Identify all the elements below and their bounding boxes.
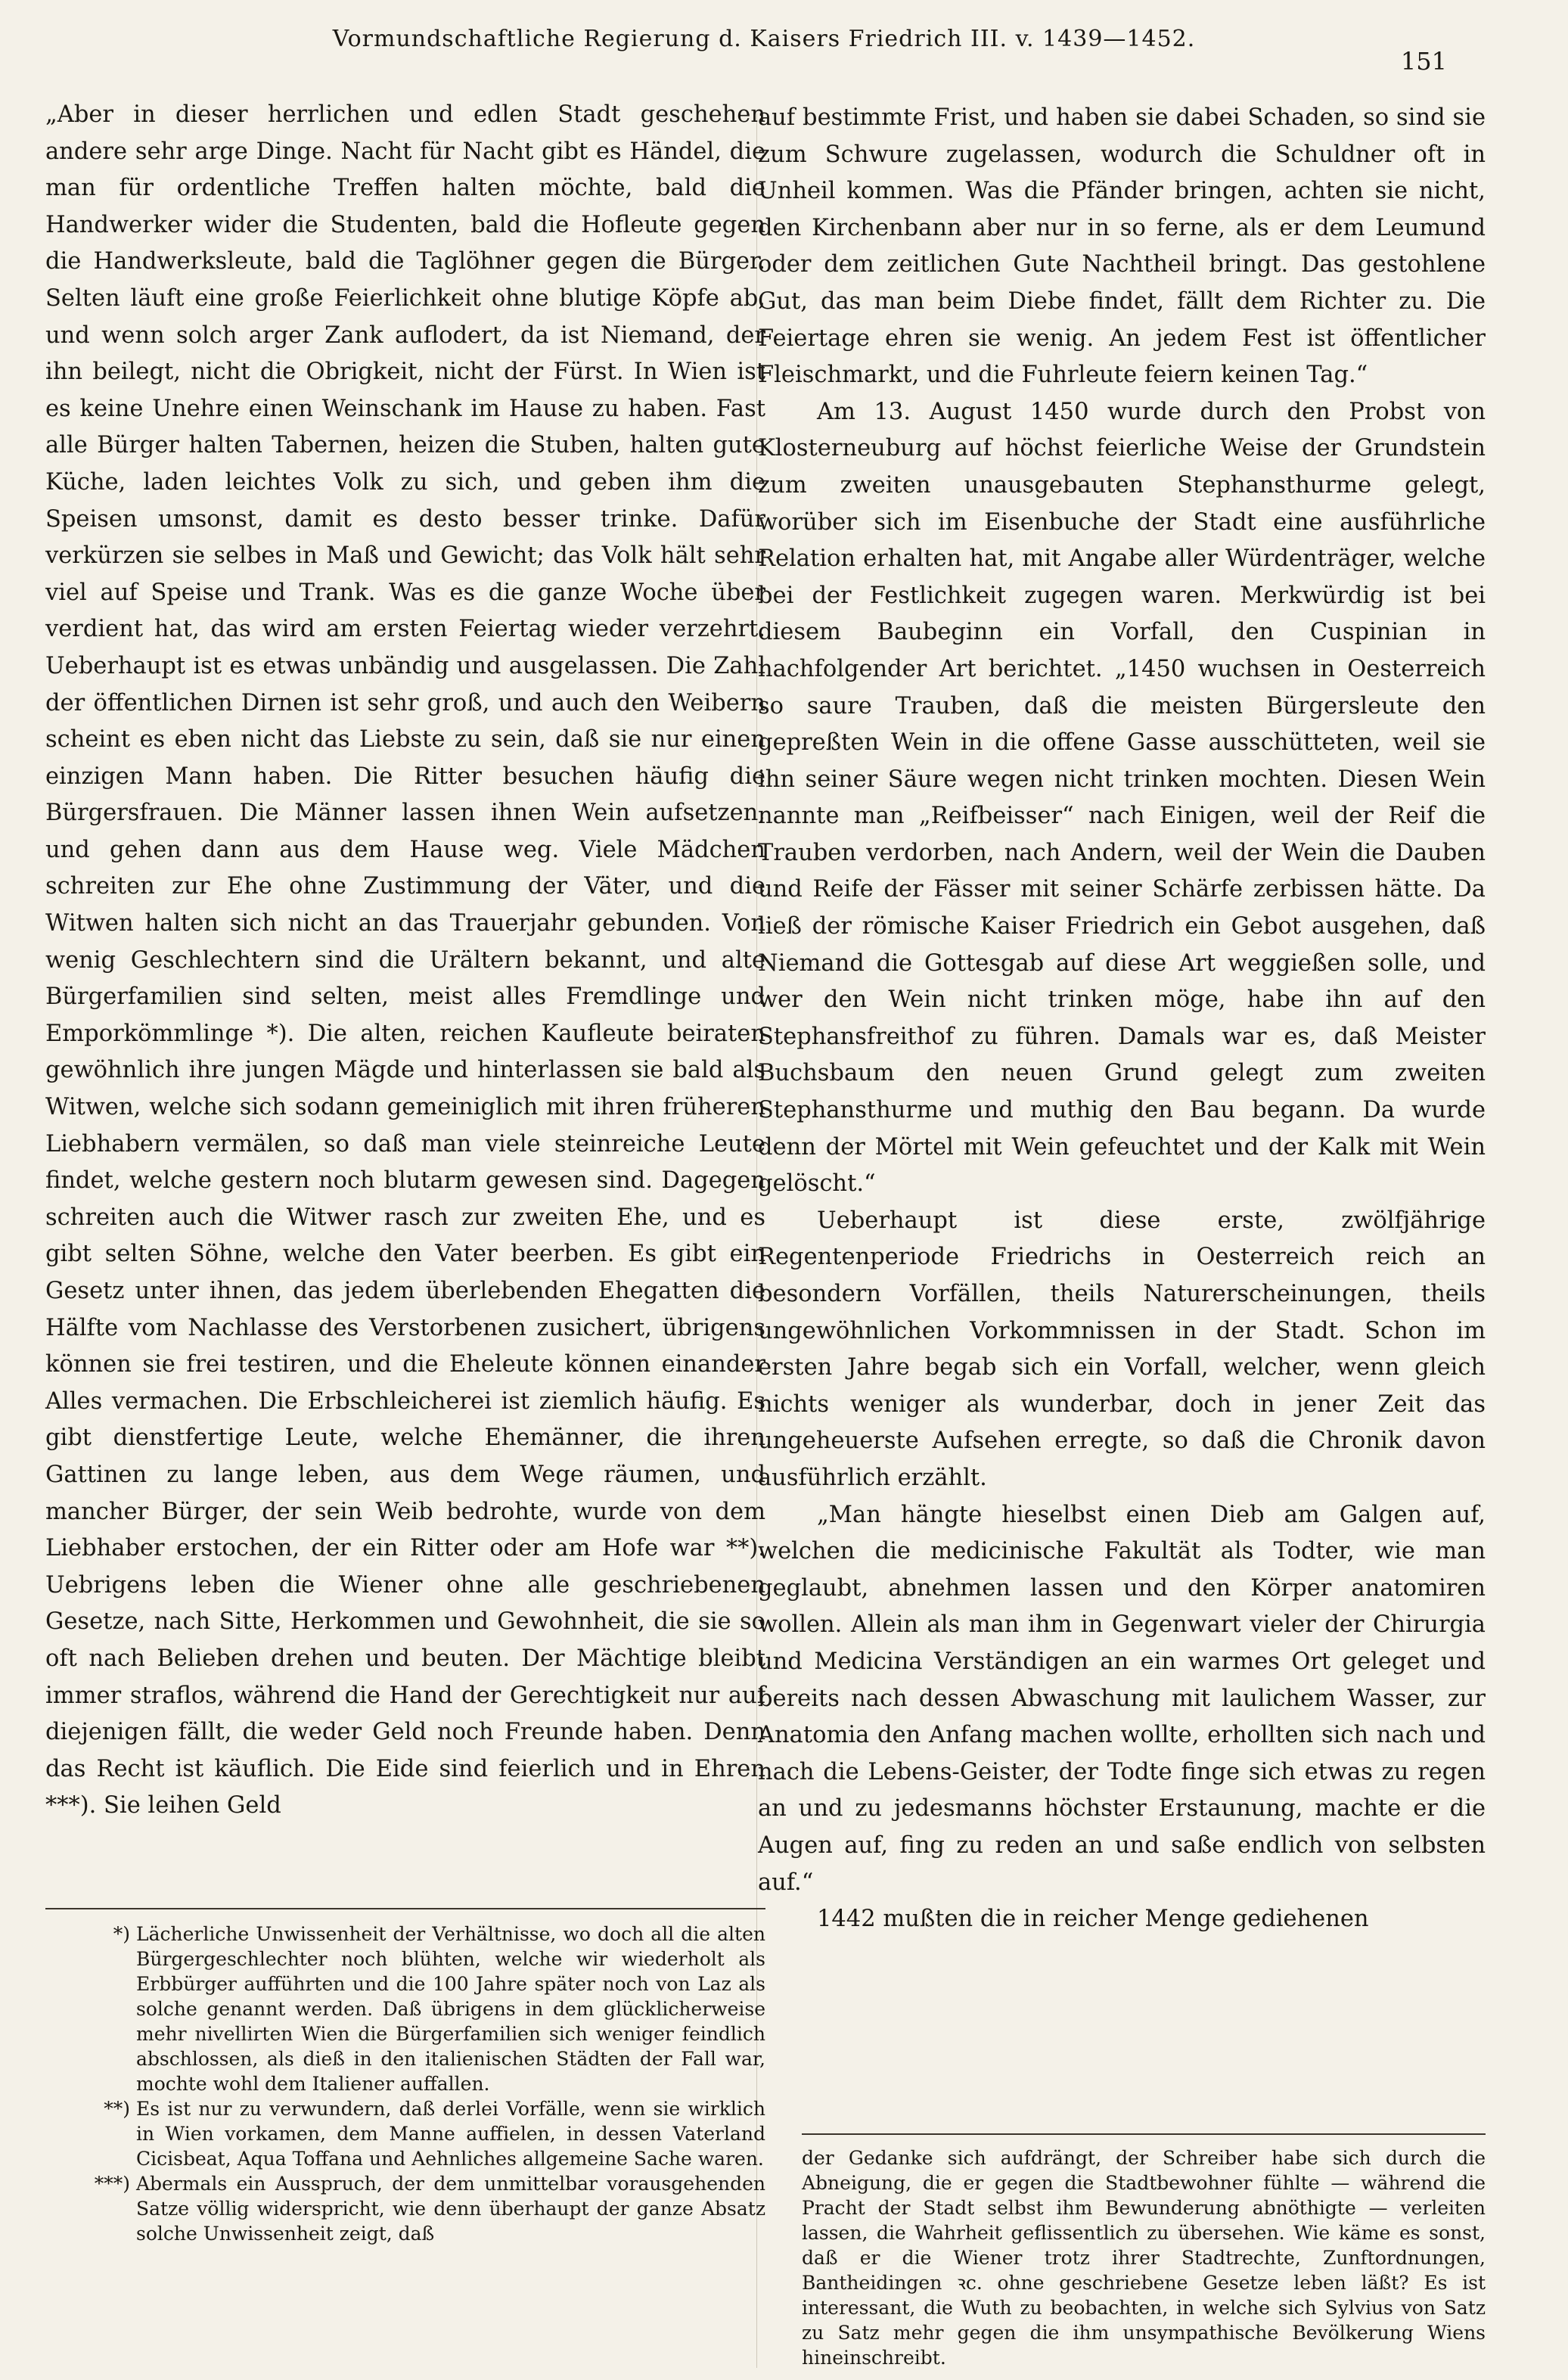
footnote [45,2096,765,2171]
footnote-mark: ***) [94,2173,130,2195]
footnote-rule [45,1908,765,1909]
page-number: 151 [1400,47,1447,76]
footnote [45,2171,765,2246]
footnotes-right [802,2145,1486,2370]
footnote-mark: *) [113,1923,130,1945]
body-paragraph: „Aber in dieser herrlichen und edlen Stadt geschehen andere sehr arge Dinge. Nacht für Nacht gibt es Händel, die man für ordentliche Treffen halten möchte, bald die Handwerker wider die Studenten, bald die Hofleute gegen die Handwerksleute, bald die Taglöhner gegen die Bürger. Selten läuft eine große Feierlichkeit ohne blutige Köpfe ab, und wenn solch arger Zank auflodert, da ist Niemand, der ihn beilegt, nicht die Obrigkeit, nicht der Fürst. In Wien ist es keine Unehre einen Weinschank im Hause zu haben. Fast alle Bürger halten Tabernen, heizen die Stuben, halten gute Küche, laden leichtes Volk zu sich, und geben ihm die Speisen umsonst, damit es desto besser trinke. Dafür verkürzen sie selbes in Maß und Gewicht; das Volk hält sehr viel auf Speise und Trank. Was es die ganze Woche über verdient hat, das wird am ersten Feiertag wieder verzehrt. Ueberhaupt ist es etwas unbändig und ausgelassen. Die Zahl der öffentlichen Dirnen ist sehr groß, und auch den Weibern scheint es eben nicht das Liebste zu sein, daß sie nur einen einzigen Mann haben. Die Ritter besuchen häufig die Bürgersfrauen. Die Männer lassen ihnen Wein aufsetzen, und gehen dann aus dem Hause weg. Viele Mädchen schreiten zur Ehe ohne Zustimmung der Väter, und die Witwen halten sich nicht an das Trauerjahr gebunden. Von wenig Geschlechtern sind die Urältern bekannt, und alte Bürgerfamilien sind selten, meist alles Fremdlinge und Emporkömmlinge *). Die alten, reichen Kaufleute beiraten gewöhnlich ihre jungen Mägde und hinterlassen sie bald als Witwen, welche sich sodann gemeiniglich mit ihren früheren Liebhabern vermälen, so daß man viele steinreiche Leute findet, welche gestern noch blutarm gewesen sind. Dagegen schreiten auch die Witwer rasch zur zweiten Ehe, und es gibt selten Söhne, welche den Vater beerben. Es gibt ein Gesetz unter ihnen, das jedem überlebenden Ehegatten die Hälfte vom Nachlasse des Verstorbenen zusichert, übrigens können sie frei testiren, und die Eheleute können einander Alles vermachen. Die Erbschleicherei ist ziemlich häufig. Es gibt dienstfertige Leute, welche Ehemänner, die ihren Gattinen zu lange leben, aus dem Wege räumen, und mancher Bürger, der sein Weib bedrohte, wurde von dem Liebhaber erstochen, der ein Ritter oder am Hofe war **). Uebrigens leben die Wiener ohne alle geschriebenen Gesetze, nach Sitte, Herkommen und Gewohnheit, die sie so oft nach Belieben drehen und beuten. Der Mächtige bleibt immer straflos, während die Hand der Gerechtigkeit nur auf diejenigen fällt, die weder Geld noch Freunde haben. Denn das Recht ist käuflich. Die Eide sind feierlich und in Ehren ***). Sie leihen Geld [45,101,765,1819]
body-paragraph: auf bestimmte Frist, und haben sie dabei Schaden, so sind sie zum Schwure zugelassen, wodurch die Schuldner oft in Unheil kommen. Was die Pfänder bringen, achten sie nicht, den Kirchenbann aber nur in so ferne, als er dem Leumund oder dem zeitlichen Gute Nachtheil bringt. Das gestohlene Gut, das man beim Diebe findet, fällt dem Richter zu. Die Feiertage ehren sie wenig. An jedem Fest ist öffentlicher Fleischmarkt, und die Fuhrleute feiern keinen Tag.“ [758,104,1486,389]
body-paragraph: Am 13. August 1450 wurde durch den Probst von Klosterneuburg auf höchst feierliche Weise der Grundstein zum zweiten unausgebauten Stephansthurme gelegt, worüber sich im Eisenbuche der Stadt eine ausführliche Relation erhalten hat, mit Angabe aller Würdenträger, welche bei der Festlichkeit zugegen waren. Merkwürdig ist bei diesem Baubeginn ein Vorfall, den Cuspinian in nachfolgender Art berichtet. „1450 wuchsen in Oesterreich so saure Trauben, daß die meisten Bürgersleute den gepreßten Wein in die offene Gasse ausschütteten, weil sie ihn seiner Säure wegen nicht trinken mochten. Diesen Wein nannte man „Reifbeisser“ nach Einigen, weil der Reif die Trauben verdorben, nach Andern, weil der Wein die Dauben und Reife der Fässer mit seiner Schärfe zerbissen hätte. Da ließ der römische Kaiser Friedrich ein Gebot ausgehen, daß Niemand die Gottesgab auf diese Art weggießen solle, und wer den Wein nicht trinken möge, habe ihn auf den Stephansfreithof zu führen. Damals war es, daß Meister Buchsbaum den neuen Grund gelegt zum zweiten Stephansthurme und muthig den Bau begann. Da wurde denn der Mörtel mit Wein gefeuchtet und der Kalk mit Wein gelöscht.“ [758,398,1486,1198]
footnote [45,1922,765,2096]
footnote-text: Abermals ein Ausspruch, der dem unmittelbar vorausgehenden Satze völlig widerspricht, wie denn überhaupt der ganze Absatz solche Unwissenheit zeigt, daß [136,2173,765,2245]
right-column [758,100,1486,1938]
footnote-text: Lächerliche Unwissenheit der Verhältnisse, wo doch all die alten Bürgergeschlechter noch blühten, welche wir wiederholt als Erbbürger aufführten und die 100 Jahre später noch von Laz als solche genannt werden. Daß übrigens in dem glücklicherweise mehr nivellirten Wien die Bürgerfamilien sich weniger feindlich abschlossen, als dieß in den italienischen Städten der Fall war, mochte wohl dem Italiener auffallen. [136,1923,765,2095]
body-paragraph: „Man hängte hieselbst einen Dieb am Galgen auf, welchen die medicinische Fakultät als Todter, wie man geglaubt, abnehmen lassen und den Körper anatomiren wollen. Allein als man ihm in Gegenwart vieler der Chirurgia und Medicina Verständigen an ein warmes Ort geleget und bereits nach dessen Abwaschung mit laulichem Wasser, zur Anatomia den Anfang machen wollte, erhollten sich nach und nach die Lebens-Geister, der Todte finge sich etwas zu regen an und zu jedesmanns höchster Erstaunung, machte er die Augen auf, fing zu reden an und saße endlich von selbsten auf.“ [758,1501,1486,1896]
footnote-text: Es ist nur zu verwundern, daß derlei Vorfälle, wenn sie wirklich in Wien vorkamen, dem Manne auffielen, in dessen Vaterland Cicisbeat, Aqua Toffana und Aehnliches allgemeine Sache waren. [136,2098,765,2170]
running-head: Vormundschaftliche Regierung d. Kaisers Friedrich III. v. 1439—1452. [332,26,1196,52]
footnote-mark: **) [104,2098,130,2120]
body-paragraph: 1442 mußten die in reicher Menge gediehenen [817,1906,1369,1933]
footnotes-left [45,1922,765,2246]
left-column [45,97,765,1825]
footnote-continuation: der Gedanke sich aufdrängt, der Schreiber habe sich durch die Abneigung, die er gegen die Stadtbewohner fühlte — während die Pracht der Stadt selbst ihm Bewunderung abnöthigte — verleiten lassen, die Wahrheit geflissentlich zu übersehen. Wie käme es sonst, daß er die Wiener trotz ihrer Stadtrechte, Zunftordnungen, Bantheidingen ꝛc. ohne geschriebene Gesetze leben läßt? Es ist interessant, die Wuth zu beobachten, in welche sich Sylvius von Satz zu Satz mehr gegen die ihm unsympathische Bevölkerung Wiens hineinschreibt. [802,2147,1486,2369]
body-paragraph: Ueberhaupt ist diese erste, zwölfjährige Regentenperiode Friedrichs in Oesterreich reich an besondern Vorfällen, theils Naturerscheinungen, theils ungewöhnlichen Vorkommnissen in der Stadt. Schon im ersten Jahre begab sich ein Vorfall, welcher, wenn gleich nichts weniger als wunderbar, doch in jener Zeit das ungeheuerste Aufsehen erregte, so daß die Chronik davon ausführlich erzählt. [758,1207,1486,1491]
footnote-rule [802,2133,1486,2135]
